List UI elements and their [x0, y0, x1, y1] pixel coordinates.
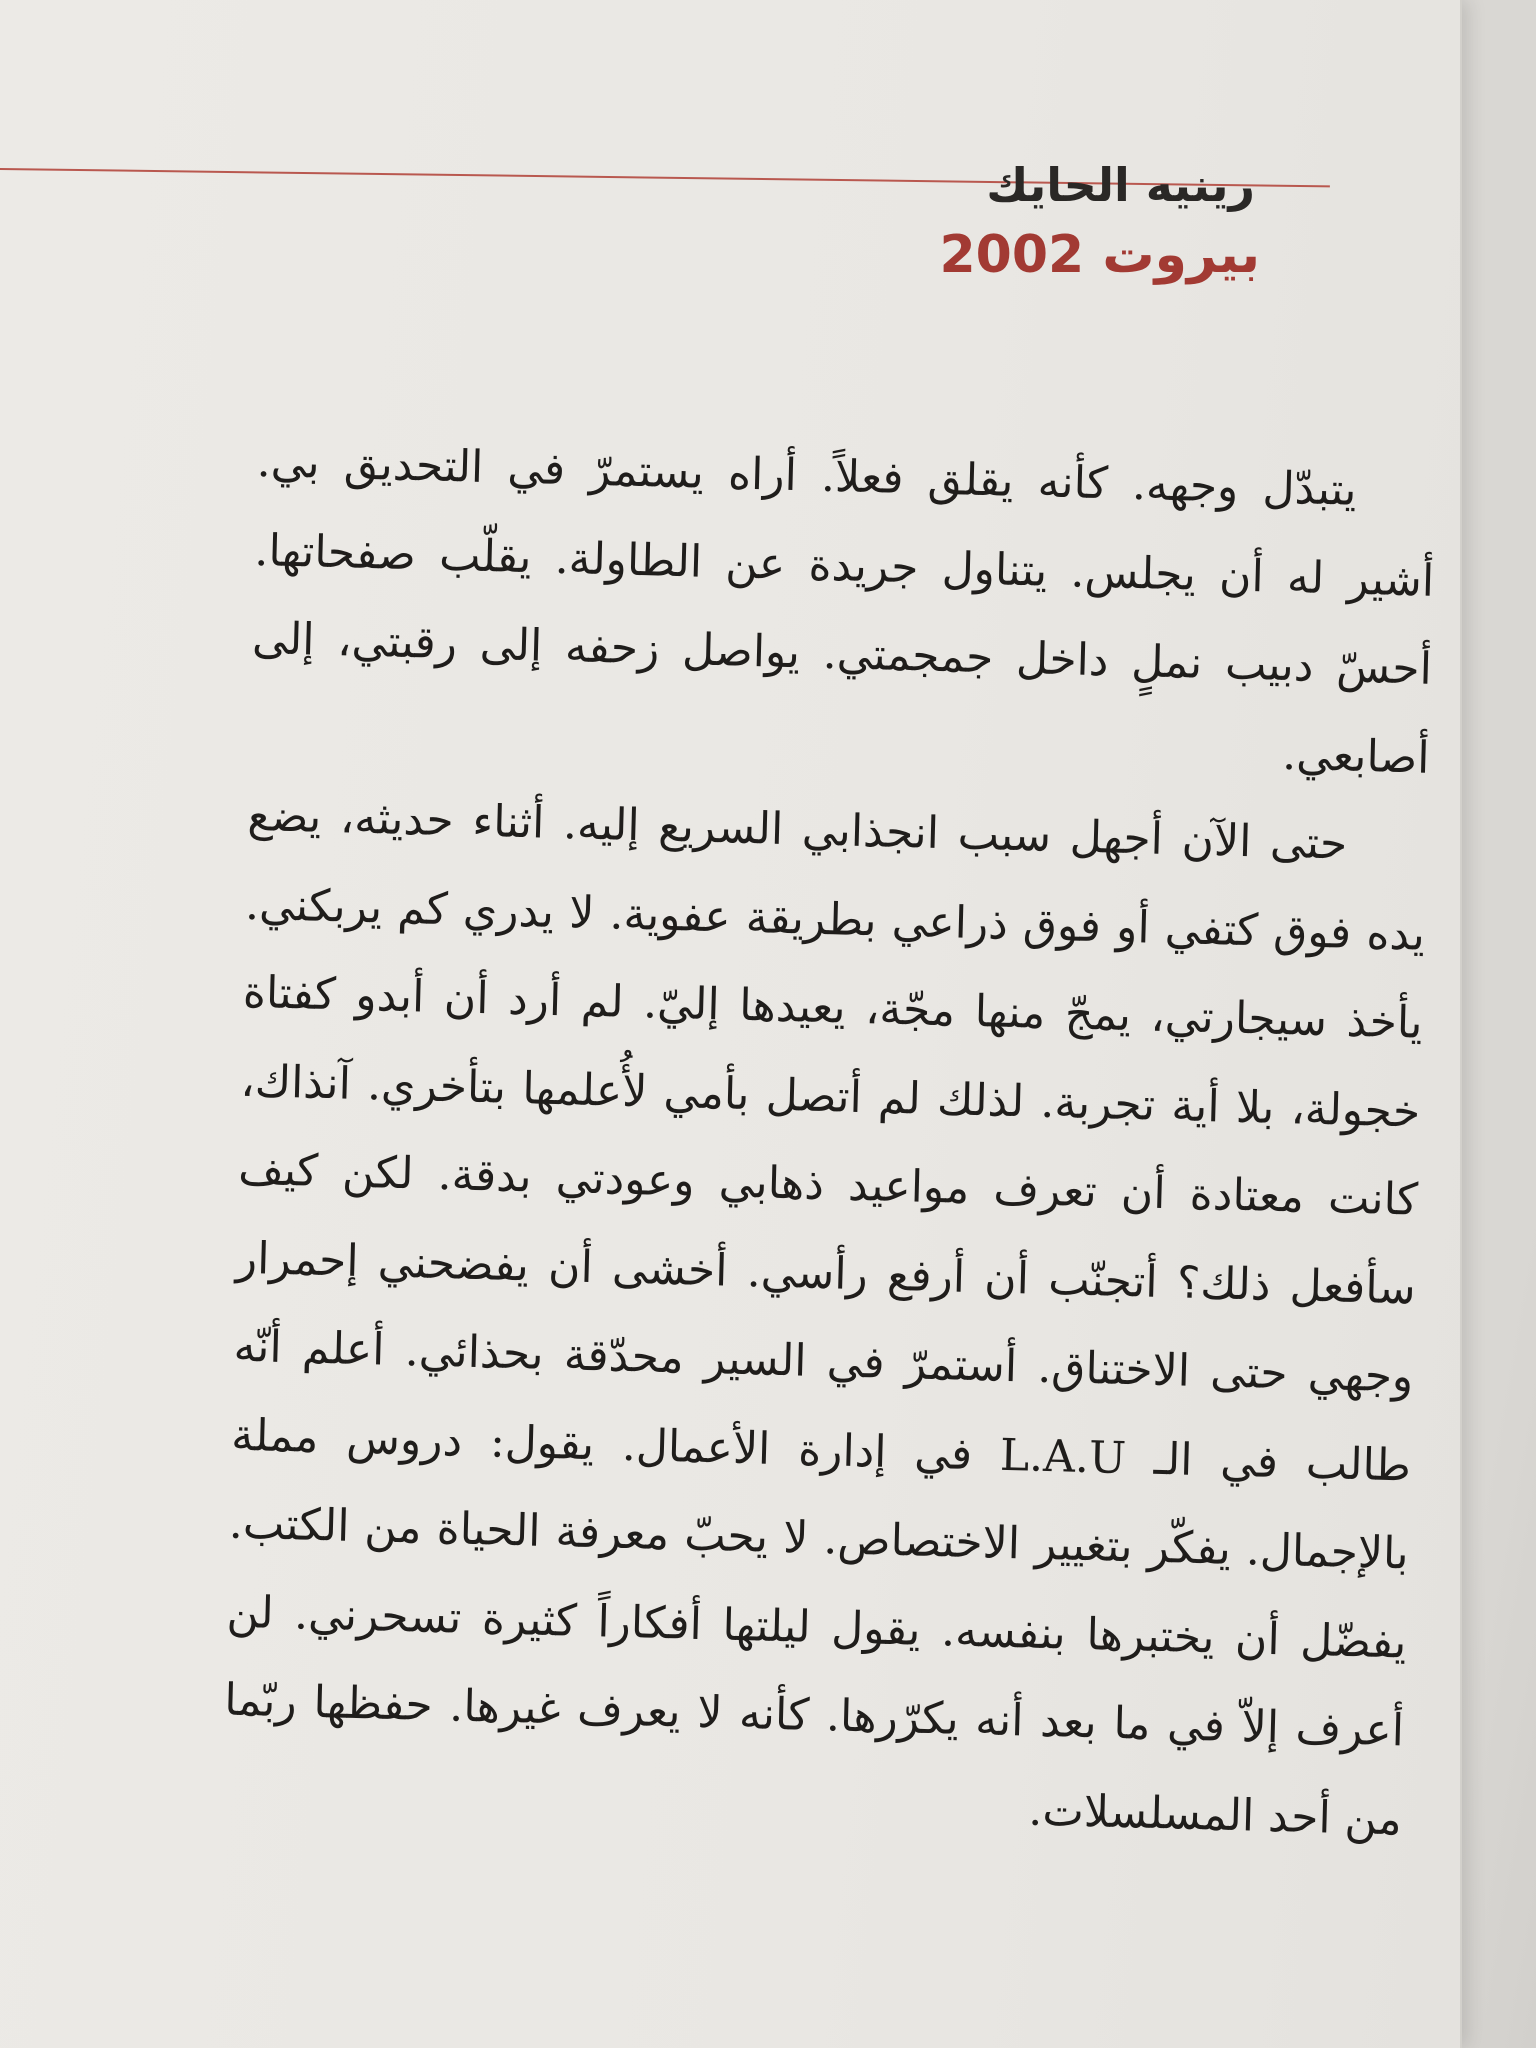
- paragraph-2: حتى الآن أجهل سبب انجذابي السريع إليه. أثناء حديثه، يضع يده فوق كتفي أو فوق ذراعي بطريقة عفوية. لا يدري كم يربكني. يأخذ سيجارتي، يمجّ منها مجّة، يعيدها إليّ. لم أرد أن أبدو كفتاة خجولة، بلا أية تجربة. لذلك لم أتصل بأمي لأُعلمها بتأخري. آنذاك، كانت معتادة أن تعرف مواعيد ذهابي وعودتي بدقة. لكن كيف سأفعل ذلك؟ أتجنّب أن أرفع رأسي. أخشى أن يفضحني إحمرار وجهي حتى الاختناق. أستمرّ في السير محدّقة بحذائي. أعلم أنّه طالب في الـ L.A.U في إدارة الأعمال. يقول: دروس مملة بالإجمال. يفكّر بتغيير الاختصاص. لا يحبّ معرفة الحياة من الكتب. يفضّل أن يختبرها بنفسه. يقول ليلتها أفكاراً كثيرة تسحرني. لن أعرف إلاّ في ما بعد أنه يكرّرها. كأنه لا يعرف غيرها. حفظها ربّما من أحد المسلسلات.: [223, 789, 1426, 1845]
- author-name: رينيه الحايك: [986, 158, 1255, 212]
- body-text: [221, 418, 1438, 1864]
- paragraph-1: يتبدّل وجهه. كأنه يقلق فعلاً. أراه يستمرّ في التحديق بي. أشير له أن يجلس. يتناول جريدة عن الطاولة. يقلّب صفحاتها. أحسّ دبيب نملٍ داخل جمجمتي. يواصل زحفه إلى رقبتي، إلى أصابعي.: [251, 435, 1435, 784]
- book-title: بيروت 2002: [939, 225, 1260, 285]
